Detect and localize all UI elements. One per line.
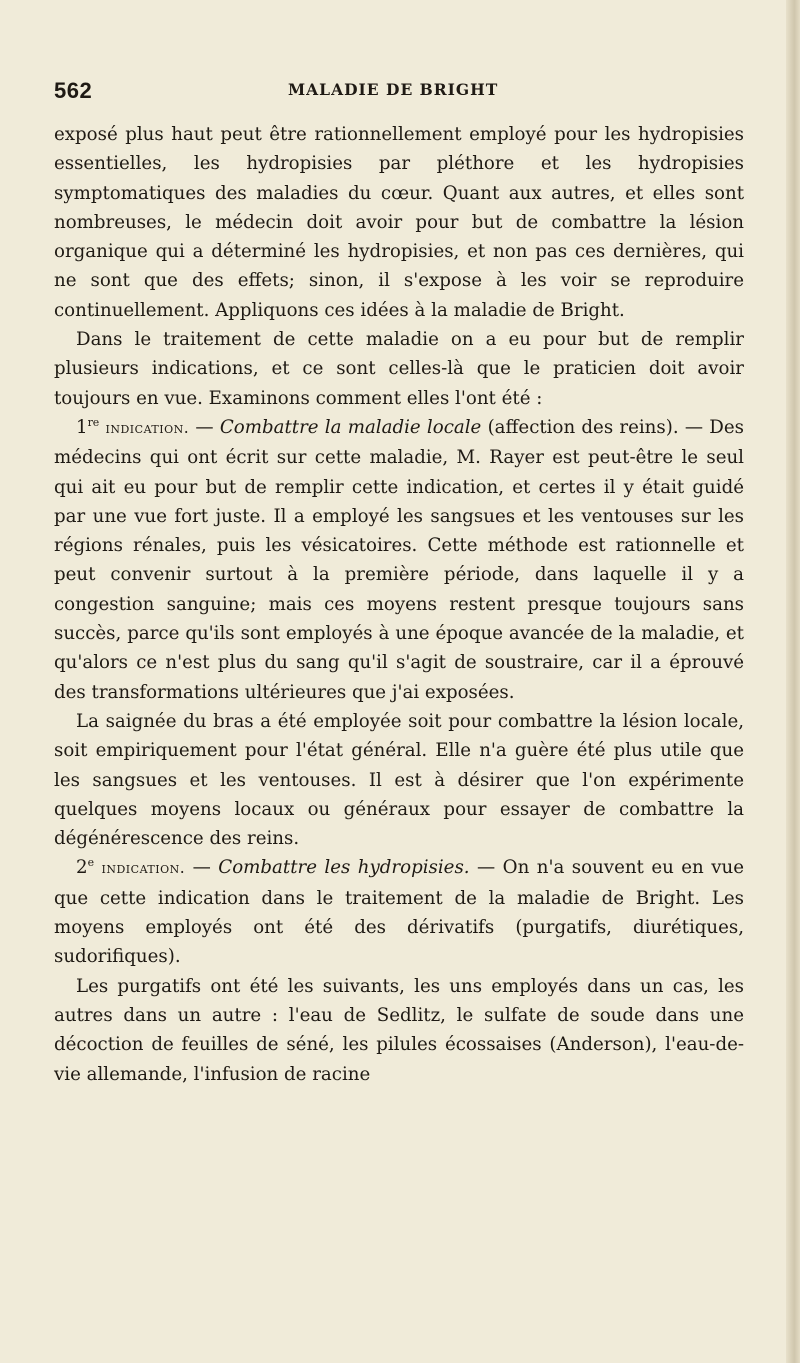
page-edge-shadow [786, 0, 800, 1363]
indication-title: Combattre la maladie locale [219, 416, 482, 438]
paragraph-3 [54, 413, 744, 707]
page-header [54, 78, 744, 110]
running-title: MALADIE DE BRIGHT [288, 80, 499, 99]
paragraph-5 [54, 853, 744, 971]
page-number: 562 [54, 78, 93, 103]
paragraph-4: La saignée du bras a été employée soit pour combattre la lésion locale, soit empiriquement pour l'état général. Elle n'a guère été plus utile que les sangsues et les ventouses. Il est à désirer que l'on expérimente quelques moyens locaux ou généraux pour essayer de combattre la dégénérescence des reins. [54, 710, 744, 850]
paragraph-6: Les purgatifs ont été les suivants, les uns employés dans un cas, les autres dans un autre : l'eau de Sedlitz, le sulfate de soude dans une décoction de feuilles de séné, les pilules écossaises (Anderson), l'eau-de-vie allemande, l'infusion de racine [54, 975, 744, 1085]
indication-ordinal: e [87, 856, 95, 870]
body-text [54, 120, 744, 1089]
paragraph-1: exposé plus haut peut être rationnellement employé pour les hydropisies essentielles, les hydropisies par pléthore et les hydropisies symptomatiques des maladies du cœur. Quant aux autres, et elles sont nombreuses, le médecin doit avoir pour but de combattre la lésion organique qui a déterminé les hydropisies, et non pas ces dernières, qui ne sont que des effets; sinon, il s'expose à les voir se reproduire continuellement. Appliquons ces idées à la maladie de Bright. [54, 124, 744, 321]
indication-number: 2 [76, 857, 88, 879]
indication-text: — On n'a souvent eu en vue que cette indication dans le traitement de la maladie de Bright. Les moyens employés ont été des dérivatifs (purgatifs, diurétiques, sudorifiques). [54, 857, 744, 968]
indication-label: indication. [105, 418, 190, 437]
dash: — [189, 416, 220, 438]
paragraph-2: Dans le traitement de cette maladie on a eu pour but de remplir plusieurs indications, et ce sont celles-là que le praticien doit avoir toujours en vue. Examinons comment elles l'ont été : [54, 329, 744, 409]
indication-text: (affection des reins). — Des médecins qui ont écrit sur cette maladie, M. Rayer est peut-être le seul qui ait eu pour but de remplir cette indication, et certes il y était guidé par une vue fort juste. Il a employé les sangsues et les ventouses sur les régions rénales, puis les vésicatoires. Cette méthode est rationnelle et peut convenir surtout à la première période, dans laquelle il y a congestion sanguine; mais ces moyens restent presque toujours sans succès, parce qu'ils sont employés à une époque avancée de la maladie, et qu'alors ce n'est plus du sang qu'il s'agit de soustraire, car il a éprouvé des transformations ultérieures que j'ai exposées. [54, 416, 744, 703]
indication-label: indication. [101, 859, 186, 878]
indication-number: 1 [76, 416, 88, 438]
indication-title: Combattre les hydropisies. [218, 857, 470, 879]
indication-ordinal: re [87, 415, 100, 429]
dash: — [185, 857, 219, 879]
